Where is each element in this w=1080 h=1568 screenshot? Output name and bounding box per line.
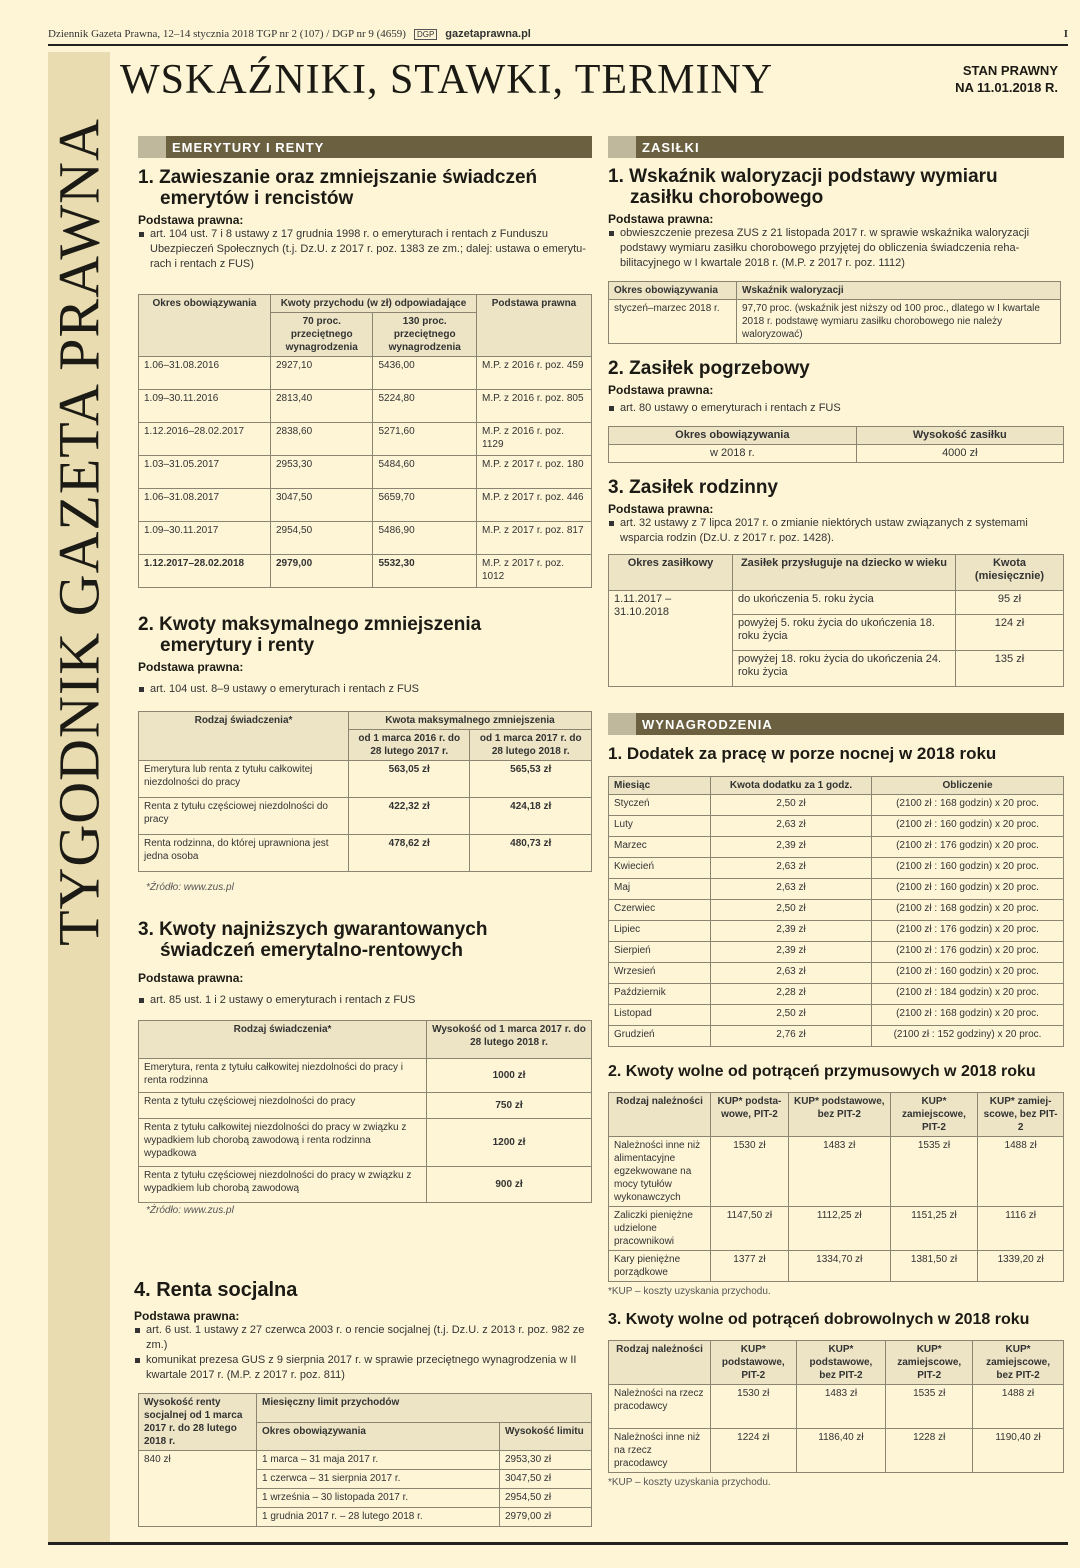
legal-status-line2: NA 11.01.2018 R. (955, 80, 1058, 95)
table-header-cell: KUP* podstawowe, PIT-2 (711, 1341, 797, 1385)
table-cell: 2,63 zł (711, 879, 872, 900)
header-bar (48, 24, 1068, 44)
table-cell: 1200 zł (427, 1119, 592, 1167)
table-header-cell: KUP* zamiejscowe, PIT-2 (890, 1093, 978, 1137)
table-header-cell: Rodzaj należności (609, 1093, 711, 1137)
table-cell: Emerytura lub renta z tytułu całkowitej niezdolności do pracy (139, 761, 349, 798)
table-row (609, 963, 1064, 984)
w1-table: Miesiąc Kwota dodatku za 1 godz. Obliczenie Styczeń 2,50 zł (2100 zł : 168 godzin) x 20 proc. Luty 2,63 zł (2100 zł : 160 godzin) x 20 proc. Marzec 2,39 zł (2100 zł : 176 godzin) x 20 proc. Kwiecień 2,63 zł (2100 zł : 160 godzin) x 20 proc. Maj 2,63 zł (2100 zł : 160 godzin) x 20 proc. Czerwiec 2,50 zł (2100 zł : 168 godzin) x 20 proc. Lipiec 2,39 zł (2100 zł : 176 godzin) x 20 proc. Sierpień 2,39 zł (2100 zł : 176 godzin) x 20 proc. Wrzesień 2,63 zł (2100 zł : 160 godzin) x 20 proc. Październik 2,28 zł (2100 zł : 184 godzin) x 20 proc. Listopad 2,50 zł (2100 zł : 168 godzin) x 20 proc. Grudzień 2,76 zł (2100 zł : 152 godziny) x 20 proc. (608, 776, 1064, 1047)
table-cell: M.P. z 2017 r. poz. 1012 (477, 555, 592, 588)
table-row (139, 423, 592, 456)
s3-legal-label: Podstawa prawna: (138, 971, 244, 985)
z2-table: Okres obowiązywania Wysokość zasiłku w 2018 r. 4000 zł (608, 426, 1064, 463)
sidebar (48, 52, 110, 1542)
table-cell: (2100 zł : 160 godzin) x 20 proc. (872, 963, 1064, 984)
table-cell: (2100 zł : 160 godzin) x 20 proc. (872, 858, 1064, 879)
table-cell: 1.09–30.11.2017 (139, 522, 271, 555)
table-row (139, 555, 592, 588)
table-header-cell: KUP* podstawowe, bez PIT-2 (788, 1093, 890, 1137)
table-cell: powyżej 5. roku życia do ukończenia 18. roku życia (733, 615, 956, 651)
table-cell: Sierpień (609, 942, 711, 963)
table-row (609, 816, 1064, 837)
table-cell: 5271,60 (373, 423, 477, 456)
table-cell: 95 zł (955, 591, 1063, 615)
table-row (609, 900, 1064, 921)
s1-table: Okres obowiązywania Kwoty przychodu (w zł) odpowiadające Podstawa prawna 70 proc. przeciętnego wynagrodzenia 130 proc. przeciętnego wynagrodzenia 1.06–31.08.2016 2927,10 5436,00 M.P. z 2016 r. poz. 459 1.09–30.11.2016 2813,40 5224,80 M.P. z 2016 r. poz. 805 1.12.2016–28.02.2017 2838,60 5271,60 M.P. z 2016 r. poz. 1129 1.03–31.05.2017 2953,30 5484,60 M.P. z 2017 r. poz. 180 1.06–31.08.2017 3047,50 5659,70 M.P. z 2017 r. poz. 446 1.09–30.11.2017 2954,50 5486,90 M.P. z 2017 r. poz. 817 1.12.2017–28.02.2018 2979,00 5532,30 M.P. z 2017 r. poz. 1012 (138, 294, 592, 588)
table-cell: (2100 zł : 160 godzin) x 20 proc. (872, 816, 1064, 837)
table-cell: 1186,40 zł (796, 1429, 886, 1473)
table-cell: (2100 zł : 152 godziny) x 20 proc. (872, 1026, 1064, 1047)
table-row (139, 1093, 592, 1119)
table-cell: 124 zł (955, 615, 1063, 651)
z3-legal-label: Podstawa prawna: (608, 502, 714, 516)
s4-legal-item-1: art. 6 ust. 1 ustawy z 27 czerwca 2003 r. o rencie socjalnej (t.j. Dz.U. z 2013 r. poz. 982 ze zm.) (134, 1323, 592, 1353)
table-cell: 5436,00 (373, 357, 477, 390)
table-cell: 1530 zł (711, 1385, 797, 1429)
s4-heading: 4. Renta socjalna (134, 1279, 298, 1301)
s2-legal-label: Podstawa prawna: (138, 660, 244, 674)
table-row (139, 761, 592, 798)
table-cell: Renta z tytułu częściowej niezdolności do pracy w związku z wypadkiem lub chorobą zawodową (139, 1167, 427, 1203)
table-cell: 135 zł (955, 651, 1063, 687)
table-row (609, 1026, 1064, 1047)
table-cell: Styczeń (609, 795, 711, 816)
table-cell: 565,53 zł (470, 761, 592, 798)
s1-heading: 1. Zawieszanie oraz zmniejszanie świadczeń emerytów i rencistów (138, 167, 538, 209)
s3-note: *Źródło: www.zus.pl (146, 1205, 234, 1216)
table-cell: Marzec (609, 837, 711, 858)
table-cell: 1488 zł (978, 1137, 1064, 1207)
table-cell: Grudzień (609, 1026, 711, 1047)
s2-note: *Źródło: www.zus.pl (146, 882, 234, 893)
table-cell: 1483 zł (796, 1385, 886, 1429)
w1-heading: 1. Dodatek za pracę w porze nocnej w 2018 roku (608, 744, 997, 763)
table-cell: 1535 zł (890, 1137, 978, 1207)
left-column (138, 136, 592, 1216)
table-cell: 2,28 zł (711, 984, 872, 1005)
table-cell: 2,39 zł (711, 921, 872, 942)
table-header-cell: KUP* zamiejscowe, bez PIT-2 (978, 1093, 1064, 1137)
table-row (609, 795, 1064, 816)
table-cell: 1 czerwca – 31 sierpnia 2017 r. (257, 1470, 500, 1489)
s4-legal-label: Podstawa prawna: (134, 1309, 240, 1323)
table-row (609, 1385, 1064, 1429)
table-cell: 1 września – 30 listopada 2017 r. (257, 1489, 500, 1508)
table-row (139, 835, 592, 872)
table-row (609, 1429, 1064, 1473)
table-cell: 1.12.2016–28.02.2017 (139, 423, 271, 456)
page-number: I (1063, 28, 1068, 40)
table-cell: 2954,50 zł (500, 1489, 592, 1508)
table-row (139, 456, 592, 489)
table-cell: Październik (609, 984, 711, 1005)
z2-legal-label: Podstawa prawna: (608, 383, 714, 397)
table-cell: 1147,50 zł (711, 1207, 789, 1251)
table-cell: 5484,60 (373, 456, 477, 489)
w3-table (608, 1340, 1064, 1473)
table-row (139, 1167, 592, 1203)
table-cell: (2100 zł : 168 godzin) x 20 proc. (872, 1005, 1064, 1026)
table-cell: 5532,30 (373, 555, 477, 588)
site-link[interactable]: gazetaprawna.pl (445, 28, 531, 40)
table-row (609, 1137, 1064, 1207)
table-row (609, 1251, 1064, 1282)
table-cell: M.P. z 2016 r. poz. 1129 (477, 423, 592, 456)
z3-table: Okres zasiłkowy Zasiłek przysługuje na dziecko w wieku Kwota (miesięcznie) 1.11.2017 – 31.10.2018 do ukończenia 5. roku życia 95 zł powyżej 5. roku życia do ukończenia 18. roku życia 124 zł powyżej 18. roku życia do ukończenia 24. roku życia 135 zł (608, 554, 1064, 687)
table-row (139, 798, 592, 835)
table-cell: 3047,50 (271, 489, 373, 522)
table-cell: 1535 zł (886, 1385, 973, 1429)
table-cell: Należności inne niż na rzecz pracodawcy (609, 1429, 711, 1473)
table-cell: (2100 zł : 168 godzin) x 20 proc. (872, 795, 1064, 816)
table-header-cell: Rodzaj należności (609, 1341, 711, 1385)
table-cell: Listopad (609, 1005, 711, 1026)
table-cell: 480,73 zł (470, 835, 592, 872)
header-line: Dziennik Gazeta Prawna, 12–14 stycznia 2018 TGP nr 2 (107) / DGP nr 9 (4659) (48, 28, 406, 40)
s3-legal-item: art. 85 ust. 1 i 2 ustawy o emeryturach i rentach z FUS (138, 993, 592, 1008)
table-cell: powyżej 18. roku życia do ukończenia 24. roku życia (733, 651, 956, 687)
table-cell: Zaliczki pieniężne udzielone pracownikowi (609, 1207, 711, 1251)
table-cell: 1228 zł (886, 1429, 973, 1473)
table-cell: 840 zł (139, 1451, 257, 1527)
table-cell: 750 zł (427, 1093, 592, 1119)
header-rule (48, 44, 1068, 46)
table-row (139, 1059, 592, 1093)
table-cell: M.P. z 2017 r. poz. 446 (477, 489, 592, 522)
table-cell: Luty (609, 816, 711, 837)
legal-status-line1: STAN PRAWNY (962, 63, 1058, 78)
s4-table: Wysokość renty socjalnej od 1 marca 2017 r. do 28 lutego 2018 r. Miesięczny limit przychodów Okres obowiązywania Wysokość limitu 840 zł 1 marca – 31 maja 2017 r. 2953,30 zł 1 czerwca – 31 sierpnia 2017 r. 3047,50 zł 1 września – 30 listopada 2017 r. 2954,50 zł 1 grudnia 2017 r. – 28 lutego 2018 r. 2979,00 zł (138, 1393, 592, 1527)
table-cell: Kwiecień (609, 858, 711, 879)
table-cell: Lipiec (609, 921, 711, 942)
s1-legal-item: art. 104 ust. 7 i 8 ustawy z 17 grudnia 1998 r. o emeryturach i rentach z Funduszu Ubezpieczeń Społecznych (t.j. Dz.U. z 2017 r. poz. 1383 ze zm.; dalej: ustawa o emeryturach i rentach z FUS) (138, 227, 592, 272)
section-header-wages: WYNAGRODZENIA (608, 713, 1064, 735)
table-cell: 2838,60 (271, 423, 373, 456)
table-cell: (2100 zł : 176 godzin) x 20 proc. (872, 837, 1064, 858)
table-cell: 2,50 zł (711, 1005, 872, 1026)
z1-legal-item: obwieszczenie prezesa ZUS z 21 listopada 2017 r. w sprawie wskaźnika waloryzacji podstawy wymiaru zasiłku chorobowego przyjętej do obliczenia świadczenia rehabilitacyjnego w I kwartale 2018 r. (M.P. z 2017 r. poz. 1112) (608, 226, 1064, 271)
table-cell: 563,05 zł (349, 761, 470, 798)
table-cell: 1.06–31.08.2017 (139, 489, 271, 522)
table-cell: 2954,50 (271, 522, 373, 555)
table-row (609, 1207, 1064, 1251)
table-cell: 1 grudnia 2017 r. – 28 lutego 2018 r. (257, 1508, 500, 1527)
z3-heading: 3. Zasiłek rodzinny (608, 477, 778, 498)
table-cell: 2,39 zł (711, 837, 872, 858)
table-cell: 1.11.2017 – 31.10.2018 (609, 591, 733, 687)
table-row (139, 1119, 592, 1167)
table-row (139, 1451, 592, 1470)
table-cell: 2927,10 (271, 357, 373, 390)
page-title: WSKAŹNIKI, STAWKI, TERMINY (120, 57, 774, 103)
table-cell: Wrzesień (609, 963, 711, 984)
table-row (139, 390, 592, 423)
table-cell: 1151,25 zł (890, 1207, 978, 1251)
table-cell: 2953,30 zł (500, 1451, 592, 1470)
z2-legal-item: art. 80 ustawy o emeryturach i rentach z FUS (608, 401, 1064, 416)
z1-table: Okres obowiązywania Wskaźnik waloryzacji styczeń–marzec 2018 r. 97,70 proc. (wskaźnik jest niższy od 100 proc., dlatego w I kwartale 2018 r. podstawę wymiaru zasiłku chorobowego nie należy waloryzować) (608, 281, 1061, 344)
table-cell: Należności na rzecz pracodawcy (609, 1385, 711, 1429)
table-header-row (609, 1093, 1064, 1137)
table-cell: do ukończenia 5. roku życia (733, 591, 956, 615)
legal-status (955, 62, 1058, 96)
table-cell: Renta z tytułu całkowitej niezdolności do pracy w związku z wypadkiem lub chorobą zawodową i renta rodzinna wypadkowa (139, 1119, 427, 1167)
table-cell: 5659,70 (373, 489, 477, 522)
table-header-row (609, 1341, 1064, 1385)
table-cell: 478,62 zł (349, 835, 470, 872)
table-cell: Renta z tytułu częściowej niezdolności do pracy (139, 1093, 427, 1119)
table-cell: 2,39 zł (711, 942, 872, 963)
table-cell: 1.03–31.05.2017 (139, 456, 271, 489)
table-cell: 1 marca – 31 maja 2017 r. (257, 1451, 500, 1470)
table-cell: Należności inne niż alimentacyjne egzekwowane na mocy tytułów wykonawczych (609, 1137, 711, 1207)
table-cell: 5224,80 (373, 390, 477, 423)
w2-heading: 2. Kwoty wolne od potrąceń przymusowych w 2018 roku (608, 1063, 1036, 1080)
table-cell: (2100 zł : 160 godzin) x 20 proc. (872, 879, 1064, 900)
table-cell: 1339,20 zł (978, 1251, 1064, 1282)
table-cell: M.P. z 2017 r. poz. 817 (477, 522, 592, 555)
z3-legal-item: art. 32 ustawy z 7 lipca 2017 r. o zmianie niektórych ustaw związanych z systemami wsparcia rodzin (Dz.U. z 2017 r. poz. 1428). (608, 516, 1064, 546)
table-cell: 3047,50 zł (500, 1470, 592, 1489)
table-row (609, 1005, 1064, 1026)
table-cell: (2100 zł : 168 godzin) x 20 proc. (872, 900, 1064, 921)
table-cell: 900 zł (427, 1167, 592, 1203)
table-row (139, 489, 592, 522)
table-row (609, 591, 1064, 615)
table-cell: 2813,40 (271, 390, 373, 423)
table-cell: (2100 zł : 176 godzin) x 20 proc. (872, 921, 1064, 942)
right-column (608, 136, 1064, 1488)
table-cell: (2100 zł : 184 godzin) x 20 proc. (872, 984, 1064, 1005)
table-cell: 2,63 zł (711, 963, 872, 984)
table-cell: Maj (609, 879, 711, 900)
table-cell: Kary pieniężne porządkowe (609, 1251, 711, 1282)
table-header-cell: KUP* podstawowe, PIT-2 (711, 1093, 789, 1137)
table-cell: 2979,00 zł (500, 1508, 592, 1527)
table-cell: 1000 zł (427, 1059, 592, 1093)
section-header-pensions: EMERYTURY I RENTY (138, 136, 592, 158)
s4-legal-item-2: komunikat prezesa GUS z 9 sierpnia 2017 r. w sprawie przeciętnego wynagrodzenia w II kwartale 2017 r. (M.P. z 2017 r. poz. 811) (134, 1353, 592, 1383)
table-cell: 2,50 zł (711, 795, 872, 816)
table-cell: 422,32 zł (349, 798, 470, 835)
table-cell: 2979,00 (271, 555, 373, 588)
table-header-cell: KUP* podstawowe, bez PIT-2 (796, 1341, 886, 1385)
table-cell: Renta rodzinna, do której uprawniona jest jedna osoba (139, 835, 349, 872)
table-cell: 5486,90 (373, 522, 477, 555)
table-cell: 2,50 zł (711, 900, 872, 921)
table-cell: 2,63 zł (711, 816, 872, 837)
table-cell: 1530 zł (711, 1137, 789, 1207)
s2-table: Rodzaj świadczenia* Kwota maksymalnego zmniejszenia od 1 marca 2016 r. do 28 lutego 2017 r. od 1 marca 2017 r. do 28 lutego 2018 r. Emerytura lub renta z tytułu całkowitej niezdolności do pracy 563,05 zł 565,53 zł Renta z tytułu częściowej niezdolności do pracy 422,32 zł 424,18 zł Renta rodzinna, do której uprawniona jest jedna osoba 478,62 zł 480,73 zł (138, 711, 592, 872)
table-cell: 2,63 zł (711, 858, 872, 879)
table-cell: 1377 zł (711, 1251, 789, 1282)
table-row (139, 357, 592, 390)
table-cell: 1116 zł (978, 1207, 1064, 1251)
table-row (609, 837, 1064, 858)
w3-note: *KUP – koszty uzyskania przychodu. (608, 1477, 771, 1488)
table-cell: 1.09–30.11.2016 (139, 390, 271, 423)
table-cell: 2,76 zł (711, 1026, 872, 1047)
s2-heading: 2. Kwoty maksymalnego zmniejszenia emerytury i renty (138, 614, 482, 656)
w3-heading: 3. Kwoty wolne od potrąceń dobrowolnych w 2018 roku (608, 1311, 1030, 1328)
s2-legal-item: art. 104 ust. 8–9 ustawy o emeryturach i rentach z FUS (138, 682, 592, 697)
table-cell: M.P. z 2016 r. poz. 459 (477, 357, 592, 390)
table-cell: Renta z tytułu częściowej niezdolności do pracy (139, 798, 349, 835)
table-cell: 1334,70 zł (788, 1251, 890, 1282)
table-cell: M.P. z 2017 r. poz. 180 (477, 456, 592, 489)
w2-note: *KUP – koszty uzyskania przychodu. (608, 1286, 771, 1297)
table-cell: 1224 zł (711, 1429, 797, 1473)
table-cell: 424,18 zł (470, 798, 592, 835)
section-header-benefits: ZASIŁKI (608, 136, 1064, 158)
s3-table: Rodzaj świadczenia* Wysokość od 1 marca 2017 r. do 28 lutego 2018 r. Emerytura, renta z tytułu całkowitej niezdolności do pracy i renta rodzinna 1000 zł Renta z tytułu częściowej niezdolności do pracy 750 zł Renta z tytułu całkowitej niezdolności do pracy w związku z wypadkiem lub chorobą zawodową i renta rodzinna wypadkowa 1200 zł Renta z tytułu częściowej niezdolności do pracy w związku z wypadkiem lub chorobą zawodową 900 zł (138, 1020, 592, 1203)
table-cell: 2953,30 (271, 456, 373, 489)
table-cell: Czerwiec (609, 900, 711, 921)
table-row (609, 942, 1064, 963)
z1-heading: 1. Wskaźnik waloryzacji podstawy wymiaru zasiłku chorobowego (608, 166, 998, 208)
table-cell: M.P. z 2016 r. poz. 805 (477, 390, 592, 423)
s3-heading: 3. Kwoty najniższych gwarantowanych świadczeń emerytalno-rentowych (138, 919, 488, 961)
table-row (609, 858, 1064, 879)
table-header-cell: KUP* zamiejscowe, bez PIT-2 (973, 1341, 1064, 1385)
z1-legal-label: Podstawa prawna: (608, 212, 714, 226)
table-row (609, 921, 1064, 942)
s4-block (134, 1280, 592, 1527)
table-cell: 1483 zł (788, 1137, 890, 1207)
sidebar-title: TYGODNIK GAZETA PRAWNA (46, 118, 112, 946)
s1-legal-label: Podstawa prawna: (138, 213, 244, 227)
table-row (139, 522, 592, 555)
table-cell: (2100 zł : 176 godzin) x 20 proc. (872, 942, 1064, 963)
table-cell: 1.06–31.08.2016 (139, 357, 271, 390)
footer-rule (48, 1542, 1068, 1545)
table-cell: Emerytura, renta z tytułu całkowitej niezdolności do pracy i renta rodzinna (139, 1059, 427, 1093)
table-cell: 1190,40 zł (973, 1429, 1064, 1473)
table-row (609, 879, 1064, 900)
table-cell: 1381,50 zł (890, 1251, 978, 1282)
table-cell: 1112,25 zł (788, 1207, 890, 1251)
z2-heading: 2. Zasiłek pogrzebowy (608, 358, 810, 379)
w2-table (608, 1092, 1064, 1282)
table-cell: 1488 zł (973, 1385, 1064, 1429)
dgp-logo: DGP (414, 29, 437, 40)
table-row (609, 984, 1064, 1005)
table-cell: 1.12.2017–28.02.2018 (139, 555, 271, 588)
table-header-cell: KUP* zamiejscowe, PIT-2 (886, 1341, 973, 1385)
